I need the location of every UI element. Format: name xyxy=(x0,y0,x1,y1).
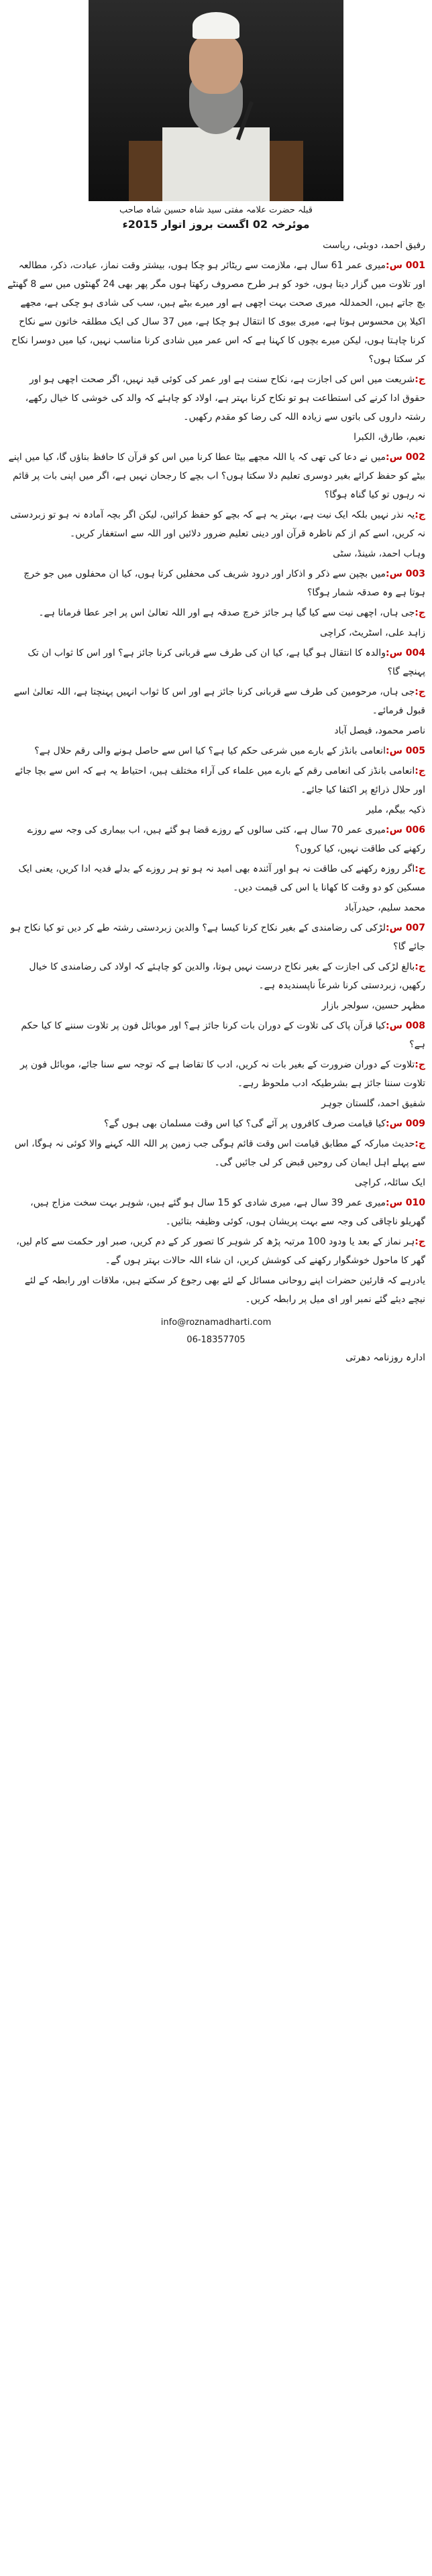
qa-text: انعامی بانڈز کے بارے میں شرعی حکم کیا ہے؟ کیا اس سے حاصل ہونے والی رقم حلال ہے؟ xyxy=(34,746,386,756)
questioner-line: مظہر حسین، سولجر بازار xyxy=(321,1000,425,1011)
questioner-line: ذکیہ بیگم، ملیر xyxy=(366,805,425,815)
qa-paragraph xyxy=(7,1193,425,1231)
questioner-line: محمد سلیم، حیدرآباد xyxy=(344,902,425,913)
qa-label: ج: xyxy=(415,864,425,874)
qa-paragraph xyxy=(7,919,425,956)
qa-paragraph xyxy=(7,1134,425,1172)
qa-label: س: xyxy=(385,825,402,835)
qa-label: س: xyxy=(385,923,402,933)
qa-paragraph xyxy=(7,1016,425,1054)
qa-label: س: xyxy=(385,648,402,658)
qa-text: والدہ کا انتقال ہو گیا ہے، کیا ان کی طرف سے قربانی کرنا جائز ہے؟ اور اس کا ثواب ان تک پہنچے گا؟ xyxy=(28,648,425,677)
qa-label: ج: xyxy=(415,961,425,972)
qa-text: تلاوت کے دوران ضرورت کے بغیر بات نہ کریں، ادب کا تقاضا ہے کہ توجہ سے سنا جائے، موبائل فون پر تلاوت سننا جائز ہے بشرطیکہ ادب ملحوظ رہے۔ xyxy=(19,1059,425,1089)
qa-text: بالغ لڑکی کی اجازت کے بغیر نکاح درست نہیں ہوتا، والدین کو چاہئے کہ اولاد کی رضامندی کا خیال رکھیں، زبردستی کرنا شرعاً ناپسندیدہ ہے۔ xyxy=(29,961,425,991)
contact-email[interactable]: info@roznamadharti.com xyxy=(160,1318,272,1328)
qa-paragraph xyxy=(7,762,425,799)
qa-paragraph xyxy=(7,742,425,760)
qa-label: ج: xyxy=(415,766,425,776)
qa-text: لڑکی کی رضامندی کے بغیر نکاح کرنا کیسا ہے؟ والدین زبردستی رشتہ طے کر دیں تو کیا نکاح ہو جائے گا؟ xyxy=(10,923,425,952)
qa-paragraph xyxy=(7,370,425,426)
qa-label: ج: xyxy=(415,1059,425,1070)
qa-label: س: xyxy=(385,569,402,579)
face-shape xyxy=(189,34,243,94)
qa-paragraph xyxy=(7,1114,425,1133)
question-number: 009 xyxy=(402,1118,425,1129)
questioner-line: زاہد علی، اسٹریٹ، کراچی xyxy=(319,628,425,638)
question-number: 008 xyxy=(402,1020,425,1031)
qa-label: س: xyxy=(385,260,402,271)
qa-text: جی ہاں، مرحومین کی طرف سے قربانی کرنا جائز ہے اور اس کا ثواب انہیں پہنچتا ہے، اللہ تعالیٰ اسے قبول فرمائے۔ xyxy=(13,687,425,716)
qa-text: کیا قیامت صرف کافروں پر آئے گی؟ کیا اس وقت مسلمان بھی ہوں گے؟ xyxy=(104,1118,386,1129)
qa-paragraph xyxy=(7,448,425,504)
qa-label: ج: xyxy=(415,510,425,520)
qa-text: حدیث مبارکہ کے مطابق قیامت اس وقت قائم ہوگی جب زمین پر اللہ اللہ کہنے والا کوئی نہ ہوگا، اس سے پہلے اہل ایمان کی روحیں قبض کر لی جائیں گی۔ xyxy=(14,1138,425,1168)
qa-column xyxy=(0,236,432,1309)
qa-label: ج: xyxy=(415,1138,425,1149)
cap-shape xyxy=(193,12,239,39)
questioner-line: رفیق احمد، دوبئی، ریاست xyxy=(323,240,425,251)
question-number: 010 xyxy=(402,1197,425,1208)
qa-text: اگر روزہ رکھنے کی طاقت نہ ہو اور آئندہ بھی امید نہ ہو تو ہر روزے کے بدلے فدیہ ادا کریں، یعنی ایک مسکین کو دو وقت کا کھانا یا اس کی قیمت دیں۔ xyxy=(18,864,425,893)
credit-line: ادارہ روزنامہ دھرتی xyxy=(345,1352,425,1363)
qa-text: ہر نماز کے بعد یا ودود 100 مرتبہ پڑھ کر شوہر کا تصور کر کے دم کریں، صبر اور حکمت سے کام لیں، گھر کا ماحول خوشگوار رکھنے کی کوشش کریں، ان شاء اللہ حالات بہتر ہوں گے۔ xyxy=(16,1236,425,1266)
qa-label: س: xyxy=(385,1020,402,1031)
qa-label: ج: xyxy=(415,1236,425,1247)
questioner-line: نعیم، طارق، الکبرا xyxy=(354,432,425,443)
questioner-line: ناصر محمود، فیصل آباد xyxy=(334,725,425,736)
qa-text: میری عمر 70 سال ہے، کئی سالوں کے روزے قضا ہو گئے ہیں، اب بیماری کی وجہ سے روزے رکھنے کی طاقت نہیں، کیا کروں؟ xyxy=(27,825,425,854)
qa-paragraph xyxy=(7,957,425,995)
qa-label: س: xyxy=(385,1118,402,1129)
question-number: 003 xyxy=(402,569,425,579)
qa-paragraph xyxy=(7,683,425,720)
questioner-line: یادرہے کہ قارئین حضرات اپنے روحانی مسائل کے لئے بھی رجوع کر سکتے ہیں، ملاقات اور رابطہ کے لئے نیچے دیئے گئے نمبر اور ای میل پر رابطہ کریں۔ xyxy=(24,1275,425,1305)
questioner-line: شفیق احمد، گلستان جوہر xyxy=(321,1098,425,1109)
qa-label: س: xyxy=(385,746,402,756)
qa-text: انعامی بانڈز کی انعامی رقم کے بارے میں علماء کی آراء مختلف ہیں، احتیاط یہ ہے کہ اس سے بچا جائے اور حلال ذرائع پر اکتفا کیا جائے۔ xyxy=(15,766,425,795)
questioner-line: وہاب احمد، شینڈ، سٹی xyxy=(333,548,425,559)
qa-paragraph xyxy=(7,1055,425,1093)
qa-text: شریعت میں اس کی اجازت ہے، نکاح سنت ہے اور عمر کی کوئی قید نہیں، اگر صحت اچھی ہو اور حقوق ادا کرنے کی استطاعت ہو تو نکاح کرنا بہتر ہے، اولاد کو چاہئے کہ والد کی خوشی کا خیال رکھے، رشتہ داروں کی باتوں سے زیادہ اللہ کی رضا کو مقدم رکھیں۔ xyxy=(25,374,425,422)
questioner-line: ایک سائلہ، کراچی xyxy=(354,1177,425,1188)
qa-paragraph xyxy=(7,644,425,681)
qa-paragraph xyxy=(7,565,425,602)
qa-label: ج: xyxy=(415,374,425,385)
qa-label: س: xyxy=(385,452,402,463)
qa-label: ج: xyxy=(415,607,425,618)
contact-phone: 06-18357705 xyxy=(186,1335,246,1345)
qa-paragraph xyxy=(7,256,425,369)
qa-paragraph xyxy=(7,821,425,858)
qa-text: میری عمر 39 سال ہے، میری شادی کو 15 سال ہو گئے ہیں، شوہر بہت سخت مزاج ہیں، گھریلو ناچاقی کی وجہ سے بہت پریشان ہوں، کوئی وظیفہ بتائیں۔ xyxy=(30,1197,425,1227)
qa-text: میں نے دعا کی تھی کہ یا اللہ مجھے بیٹا عطا کرنا میں اس کو قرآن کا حافظ بناؤں گا، کیا میں اپنے بیٹے کو حفظ کرائے بغیر دوسری تعلیم دلا سکتا ہوں؟ اب بچے کا رجحان نہیں ہے، اگر میں اپنی بات پر قائم نہ رہوں تو کیا گناہ ہوگا؟ xyxy=(8,452,425,500)
question-number: 001 xyxy=(402,260,425,271)
question-number: 002 xyxy=(402,452,425,463)
qa-text: میں بچپن سے ذکر و اذکار اور درود شریف کی محفلیں کرتا ہوں، کیا ان محفلوں میں جو خرچ ہوتا ہے وہ صدقہ شمار ہوگا؟ xyxy=(23,569,425,598)
scholar-photo xyxy=(89,0,343,201)
question-number: 007 xyxy=(402,923,425,933)
qa-paragraph xyxy=(7,1232,425,1270)
photo-caption: قبلہ حضرت علامہ مفتی سید شاہ حسین شاہ صاحب xyxy=(119,205,313,215)
qa-text: جی ہاں، اچھی نیت سے کیا گیا ہر جائز خرچ صدقہ ہے اور اللہ تعالیٰ اس پر اجر عطا فرماتا ہے۔ xyxy=(38,607,415,618)
question-number: 004 xyxy=(402,648,425,658)
qa-text: میری عمر 61 سال ہے، ملازمت سے ریٹائر ہو چکا ہوں، بیشتر وقت نماز، عبادت، ذکر، مطالعہ اور تلاوت میں گزار دیتا ہوں، خود کو ہر طرح مصروف رکھتا ہوں مگر پھر بھی 24 گھنٹوں میں سے 8 گھنٹے بچ جاتے ہیں، الحمدللہ میری صحت بہت اچھی ہے اور میرے بیٹے ہیں، سب کی شادی ہو چکی ہے، مجھے اکیلا پن محسوس ہوتا ہے، میری بیوی کا انتقال ہو چکا ہے، میں 37 سال کی ایک مطلقہ خاتون سے نکاح کرنا چاہتا ہوں، لیکن میرے بچوں کا کہنا ہے کہ اس عمر میں شادی کرنا مناسب نہیں، کیا میں دوسرا نکاح کر سکتا ہوں؟ xyxy=(7,260,425,365)
qa-label: ج: xyxy=(415,687,425,697)
qa-paragraph xyxy=(7,860,425,897)
qa-text: یہ نذر نہیں بلکہ ایک نیت ہے، بہتر یہ ہے کہ بچے کو حفظ کرائیں، لیکن اگر بچہ آمادہ نہ ہو تو زبردستی نہ کریں، اسے کم از کم ناظرہ قرآن اور دینی تعلیم ضرور دلائیں اور اللہ سے استغفار کریں۔ xyxy=(10,510,425,539)
qa-paragraph xyxy=(7,603,425,622)
qa-paragraph xyxy=(7,506,425,543)
date-heading: موئرخہ 02 اگست بروز اتوار 2015ء xyxy=(122,218,310,231)
qa-text: کیا قرآن پاک کی تلاوت کے دوران بات کرنا جائز ہے؟ اور موبائل فون پر تلاوت سننے کا کیا حکم ہے؟ xyxy=(21,1020,425,1050)
qa-label: س: xyxy=(385,1197,402,1208)
question-number: 005 xyxy=(402,746,425,756)
footer xyxy=(0,1310,432,1370)
shirt-shape xyxy=(162,127,270,201)
question-number: 006 xyxy=(402,825,425,835)
